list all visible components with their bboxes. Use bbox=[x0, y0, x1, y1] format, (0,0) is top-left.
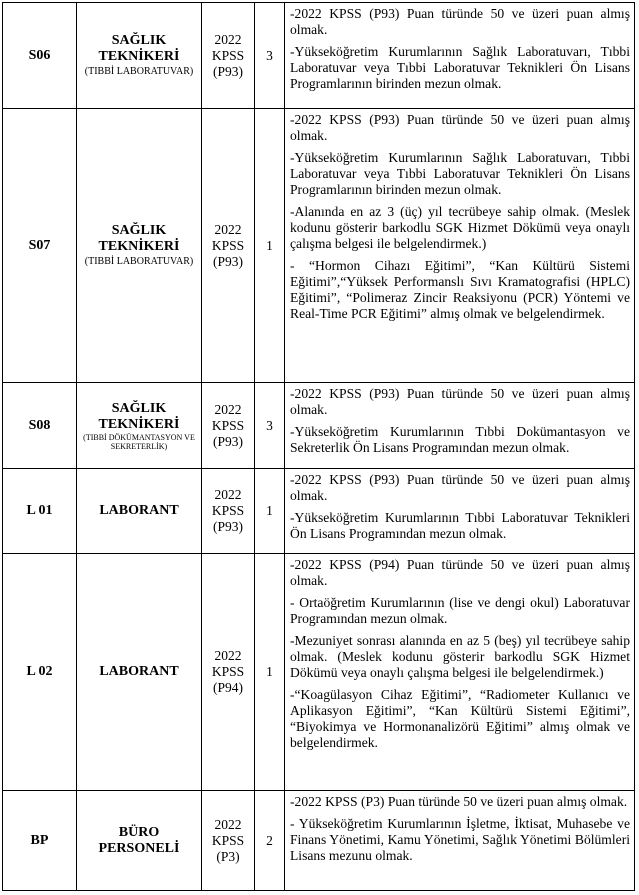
position-title-cell bbox=[77, 791, 202, 891]
position-title-cell bbox=[77, 3, 202, 109]
table-row bbox=[3, 383, 635, 469]
table-row bbox=[3, 791, 635, 891]
quota: 2 bbox=[255, 791, 285, 891]
table-row bbox=[3, 109, 635, 383]
table-row bbox=[3, 554, 635, 791]
quota: 1 bbox=[255, 109, 285, 383]
position-subtitle: (TIBBİ LABORATUVAR) bbox=[84, 66, 194, 77]
exam-year: 2022 bbox=[214, 487, 242, 502]
table-row bbox=[3, 469, 635, 554]
quota: 1 bbox=[255, 554, 285, 791]
exam-cell bbox=[202, 3, 255, 109]
position-code: S08 bbox=[3, 383, 77, 469]
requirement: - Ortaöğretim Kurumlarının (lise ve dengi okul) Laboratuvar Programından mezun olmak. bbox=[290, 595, 630, 626]
requirement: -Mezuniyet sonrası alanında en az 5 (beş) yıl tecrübeye sahip olmak. (Meslek kodunu gösterir barkodlu SGK Hizmet Dökümü veya onaylı çalışma belgesi ile belgelendirmek.) bbox=[290, 633, 630, 680]
exam-year: 2022 bbox=[214, 401, 242, 417]
position-title-cell bbox=[77, 554, 202, 791]
position-title-cell bbox=[77, 109, 202, 383]
requirements-cell bbox=[285, 554, 635, 791]
exam-year: 2022 bbox=[214, 816, 242, 832]
requirement: -2022 KPSS (P3) Puan türünde 50 ve üzeri puan almış olmak. bbox=[290, 794, 628, 809]
exam-score-type: (P93) bbox=[213, 253, 243, 269]
exam-cell bbox=[202, 109, 255, 383]
position-code: L 02 bbox=[3, 554, 77, 791]
position-title: BÜRO PERSONELİ bbox=[98, 824, 180, 856]
exam-year: 2022 bbox=[214, 31, 242, 47]
exam-name: KPSS bbox=[211, 664, 245, 679]
requirement: -2022 KPSS (P93) Puan türünde 50 ve üzeri puan almış olmak. bbox=[290, 112, 630, 143]
exam-score-type: (P93) bbox=[213, 433, 243, 449]
exam-score-type: (P93) bbox=[213, 63, 243, 79]
exam-cell bbox=[202, 554, 255, 791]
position-title: SAĞLIK TEKNİKERİ bbox=[98, 400, 180, 432]
requirements-cell bbox=[285, 791, 635, 891]
requirement: -Yükseköğretim Kurumlarının Sağlık Laboratuvarı, Tıbbi Laboratuvar veya Tıbbi Laboratuvar Teknikleri Ön Lisans Programlarının birinden mezun olmak. bbox=[290, 150, 630, 197]
requirement: -2022 KPSS (P93) Puan türünde 50 ve üzeri puan almış olmak. bbox=[290, 472, 630, 503]
exam-score-type: (P3) bbox=[216, 848, 240, 864]
position-title: SAĞLIK TEKNİKERİ bbox=[98, 33, 180, 64]
requirement: -2022 KPSS (P94) Puan türünde 50 ve üzeri puan almış olmak. bbox=[290, 557, 630, 588]
position-code: BP bbox=[3, 791, 77, 891]
position-title-cell bbox=[77, 469, 202, 554]
quota: 1 bbox=[255, 469, 285, 554]
exam-name: KPSS bbox=[211, 503, 245, 518]
requirement: -2022 KPSS (P93) Puan türünde 50 ve üzeri puan almış olmak. bbox=[290, 386, 630, 417]
position-title: SAĞLIK TEKNİKERİ bbox=[98, 223, 180, 254]
quota: 3 bbox=[255, 3, 285, 109]
requirements-cell bbox=[285, 469, 635, 554]
requirements-cell bbox=[285, 383, 635, 469]
positions-table bbox=[2, 2, 635, 891]
exam-name: KPSS bbox=[211, 237, 245, 253]
position-subtitle: (TIBBİ LABORATUVAR) bbox=[84, 256, 194, 267]
position-code: S06 bbox=[3, 3, 77, 109]
requirements-cell bbox=[285, 3, 635, 109]
position-code: S07 bbox=[3, 109, 77, 383]
exam-cell bbox=[202, 383, 255, 469]
requirement: -Yükseköğretim Kurumlarının Tıbbi Dokümantasyon ve Sekreterlik Ön Lisans Programından mezun olmak. bbox=[290, 424, 630, 455]
requirements-cell bbox=[285, 109, 635, 383]
requirement: - Yükseköğretim Kurumlarının İşletme, İktisat, Muhasebe ve Finans Yönetimi, Kamu Yönetimi, Sağlık Yönetimi Bölümleri Lisans mezunu olmak. bbox=[290, 816, 630, 863]
position-title: LABORANT bbox=[99, 503, 179, 518]
position-title: LABORANT bbox=[99, 664, 179, 679]
requirement: -Alanında en az 3 (üç) yıl tecrübeye sahip olmak. (Meslek kodunu gösterir barkodlu SGK Hizmet Dökümü veya onaylı çalışma belgesi ile belgelendirmek.) bbox=[290, 204, 630, 251]
requirement: -Yükseköğretim Kurumlarının Tıbbi Laboratuvar Teknikleri Ön Lisans Programından mezun olmak. bbox=[290, 510, 630, 541]
exam-year: 2022 bbox=[214, 648, 242, 663]
exam-year: 2022 bbox=[214, 221, 242, 237]
requirement: - “Hormon Cihazı Eğitimi”, “Kan Kültürü Sistemi Eğitimi”,“Yüksek Performanslı Sıvı Kramatografisi (HPLC) Eğitimi”, “Polimeraz Zincir Reaksiyonu (PCR) Yöntemi ve Real-Time PCR Eğitimi” almış olmak ve belgelendirmek. bbox=[290, 258, 630, 321]
requirement: -Yükseköğretim Kurumlarının Sağlık Laboratuvarı, Tıbbi Laboratuvar veya Tıbbi Laboratuvar Teknikleri Ön Lisans Programlarının birinden mezun olmak. bbox=[290, 44, 630, 91]
requirement: -“Koagülasyon Cihaz Eğitimi”, “Radiometer Kullanıcı ve Aplikasyon Eğitimi”, “Kan Kültürü Sistemi Eğitimi”, “Biyokimya ve Hormonanalizörü Eğitimi” almış olmak ve belgelendirmek. bbox=[290, 687, 630, 750]
exam-score-type: (P94) bbox=[213, 680, 243, 695]
position-title-cell bbox=[77, 383, 202, 469]
exam-name: KPSS bbox=[211, 417, 245, 433]
exam-cell bbox=[202, 469, 255, 554]
position-subtitle: (TIBBİ DÖKÜMANTASYON VE SEKRETERLİK) bbox=[83, 432, 195, 451]
table-row bbox=[3, 3, 635, 109]
quota: 3 bbox=[255, 383, 285, 469]
position-code: L 01 bbox=[3, 469, 77, 554]
exam-name: KPSS bbox=[211, 832, 245, 848]
exam-score-type: (P93) bbox=[213, 519, 243, 534]
exam-name: KPSS bbox=[211, 47, 245, 63]
requirement: -2022 KPSS (P93) Puan türünde 50 ve üzeri puan almış olmak. bbox=[290, 6, 630, 37]
exam-cell bbox=[202, 791, 255, 891]
